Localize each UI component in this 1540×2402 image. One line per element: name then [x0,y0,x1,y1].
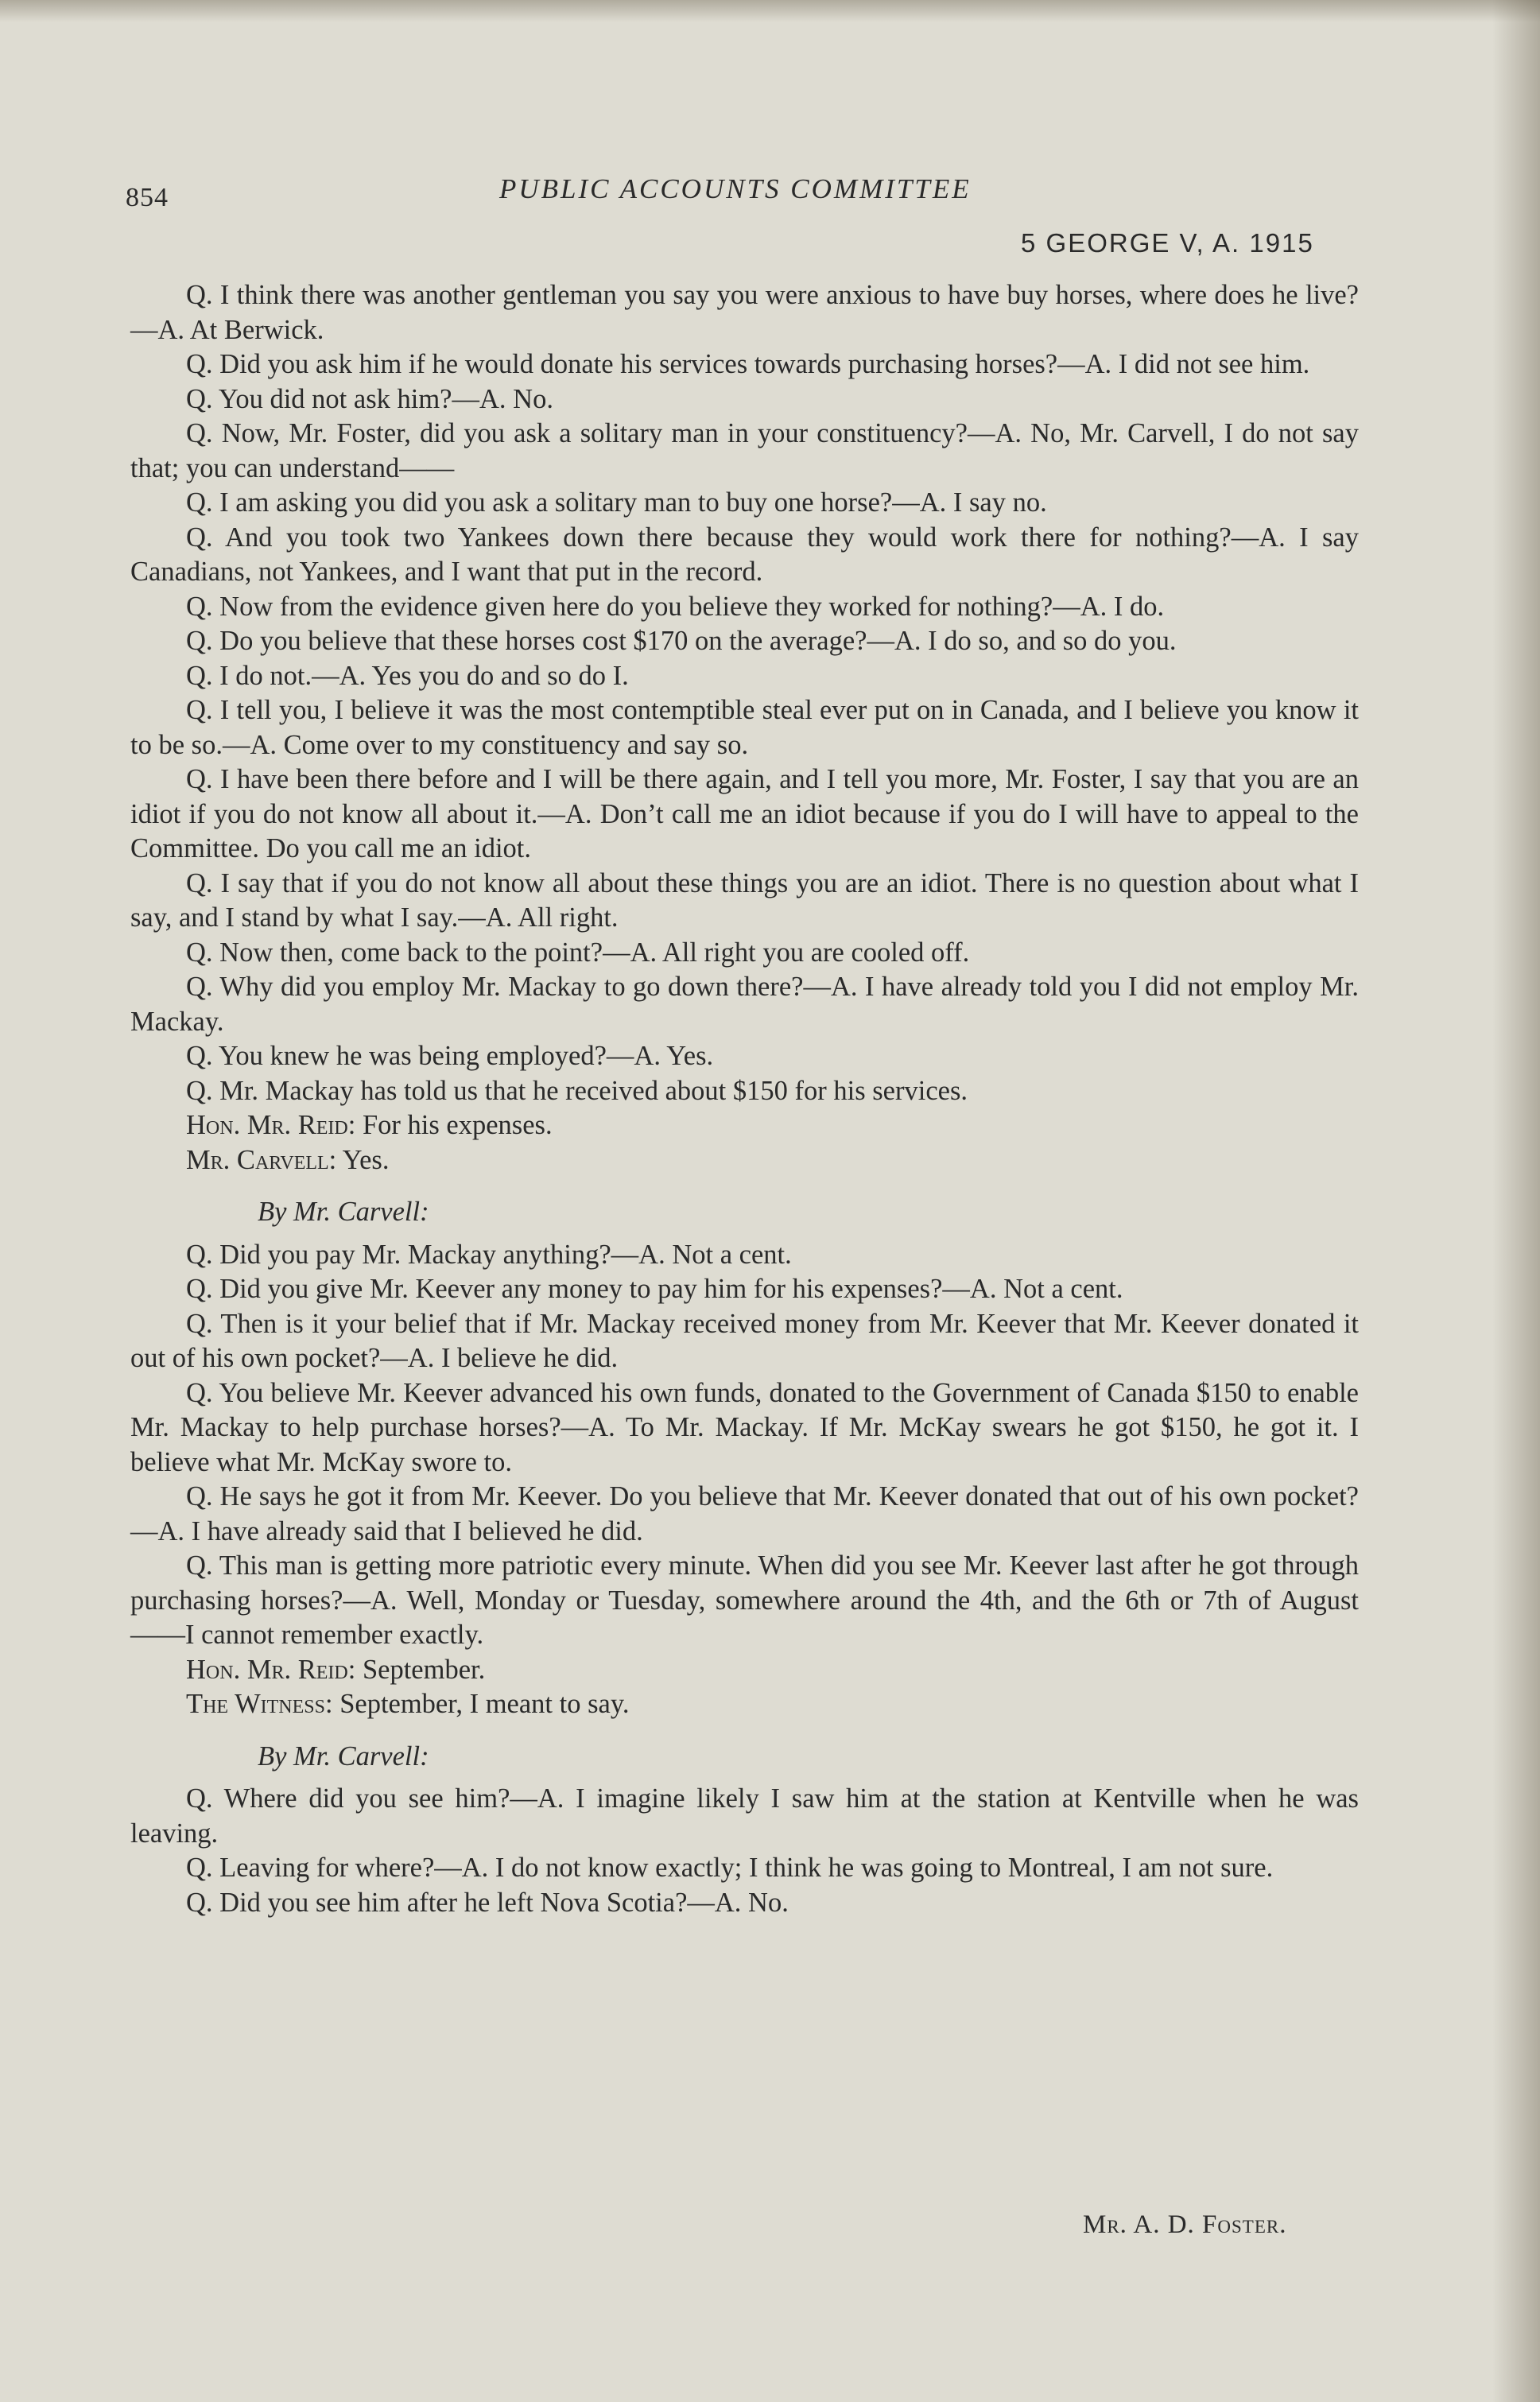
interjection-text: September. [362,1654,486,1685]
interjection-line [130,1143,1359,1178]
speaker-name: Hon. Mr. Reid: [186,1654,356,1685]
page-number: 854 [126,183,169,212]
testimony-paragraph: Q. Do you believe that these horses cost $170 on the average?—A. I do so, and so do you. [186,626,1177,656]
examiner-byline: By Mr. Carvell: [258,1197,429,1227]
testimony-paragraph: Q. Mr. Mackay has told us that he received about $150 for his services. [186,1075,968,1106]
testimony-paragraph: Q. I say that if you do not know all about these things you are an idiot. There is no question about what I say, and I stand by what I say.—A. All right. [130,867,1359,933]
testimony-paragraph: Q. Now, Mr. Foster, did you ask a solitary man in your constituency?—A. No, Mr. Carvell, I do not say that; you can understand—— [130,418,1359,483]
testimony-paragraph: Q. This man is getting more patriotic every minute. When did you see Mr. Keever last after he got through purchasing horses?—A. Well, Monday or Tuesday, somewhere around the 4th, and the 6th or 7th of August——I cannot remember exactly. [130,1550,1359,1650]
interjection-text: Yes. [342,1144,390,1175]
testimony-paragraph: Q. I am asking you did you ask a solitary man to buy one horse?—A. I say no. [186,487,1047,518]
witness-footer: Mr. A. D. Foster. [1083,2210,1287,2239]
interjection-line [130,1653,1359,1688]
testimony-body [130,278,1359,1920]
page-top-shadow [0,0,1540,22]
testimony-paragraph: Q. And you took two Yankees down there because they would work there for nothing?—A. I say Canadians, not Yankees, and I want that put in the record. [130,522,1359,587]
testimony-paragraph: Q. He says he got it from Mr. Keever. Do you believe that Mr. Keever donated that out of his own pocket?—A. I have already said that I believed he did. [130,1481,1359,1546]
testimony-paragraph: Q. I do not.—A. Yes you do and so do I. [186,660,629,691]
testimony-paragraph: Q. You did not ask him?—A. No. [186,383,553,414]
page-binding-shadow [1492,0,1540,2402]
testimony-paragraph: Q. Did you give Mr. Keever any money to pay him for his expenses?—A. Not a cent. [186,1274,1123,1304]
testimony-paragraph: Q. Where did you see him?—A. I imagine likely I saw him at the station at Kentville when he was leaving. [130,1783,1359,1849]
testimony-paragraph: Q. I have been there before and I will be there again, and I tell you more, Mr. Foster, I say that you are an idiot if you do not know all about it.—A. Don’t call me an idiot because if you do I will have to appeal to the Committee. Do you call me an idiot. [130,764,1359,863]
testimony-paragraph: Q. I think there was another gentleman you say you were anxious to have buy horses, where does he live?—A. At Berwick. [130,280,1359,345]
interjection-line [130,1687,1359,1722]
interjection-text: September, I meant to say. [339,1689,630,1719]
testimony-paragraph: Q. Leaving for where?—A. I do not know exactly; I think he was going to Montreal, I am not sure. [186,1853,1274,1883]
session-label: 5 GEORGE V, A. 1915 [1021,228,1314,258]
speaker-name: Hon. Mr. Reid: [186,1110,356,1140]
running-title: PUBLIC ACCOUNTS COMMITTEE [499,173,972,204]
testimony-paragraph: Q. You knew he was being employed?—A. Yes. [186,1041,714,1071]
interjection-text: For his expenses. [362,1110,553,1140]
examiner-byline: By Mr. Carvell: [258,1740,429,1771]
testimony-paragraph: Q. Did you pay Mr. Mackay anything?—A. Not a cent. [186,1239,792,1270]
speaker-name: Mr. Carvell: [186,1144,337,1175]
interjection-line [130,1108,1359,1143]
testimony-paragraph: Q. Then is it your belief that if Mr. Mackay received money from Mr. Keever that Mr. Keever donated it out of his own pocket?—A. I believe he did. [130,1308,1359,1373]
testimony-paragraph: Q. Did you see him after he left Nova Scotia?—A. No. [186,1887,789,1918]
testimony-paragraph: Q. I tell you, I believe it was the most contemptible steal ever put on in Canada, and I believe you know it to be so.—A. Come over to my constituency and say so. [130,695,1359,760]
testimony-paragraph: Q. Why did you employ Mr. Mackay to go down there?—A. I have already told you I did not employ Mr. Mackay. [130,972,1359,1037]
testimony-paragraph: Q. You believe Mr. Keever advanced his own funds, donated to the Government of Canada $150 to enable Mr. Mackay to help purchase horses?—A. To Mr. Mackay. If Mr. McKay swears he got $150, he got it. I believe what Mr. McKay swore to. [130,1377,1359,1477]
speaker-name: The Witness: [186,1689,333,1719]
testimony-paragraph: Q. Now from the evidence given here do you believe they worked for nothing?—A. I do. [186,591,1165,622]
testimony-paragraph: Q. Did you ask him if he would donate his services towards purchasing horses?—A. I did not see him. [186,349,1310,379]
testimony-paragraph: Q. Now then, come back to the point?—A. All right you are cooled off. [186,937,970,968]
